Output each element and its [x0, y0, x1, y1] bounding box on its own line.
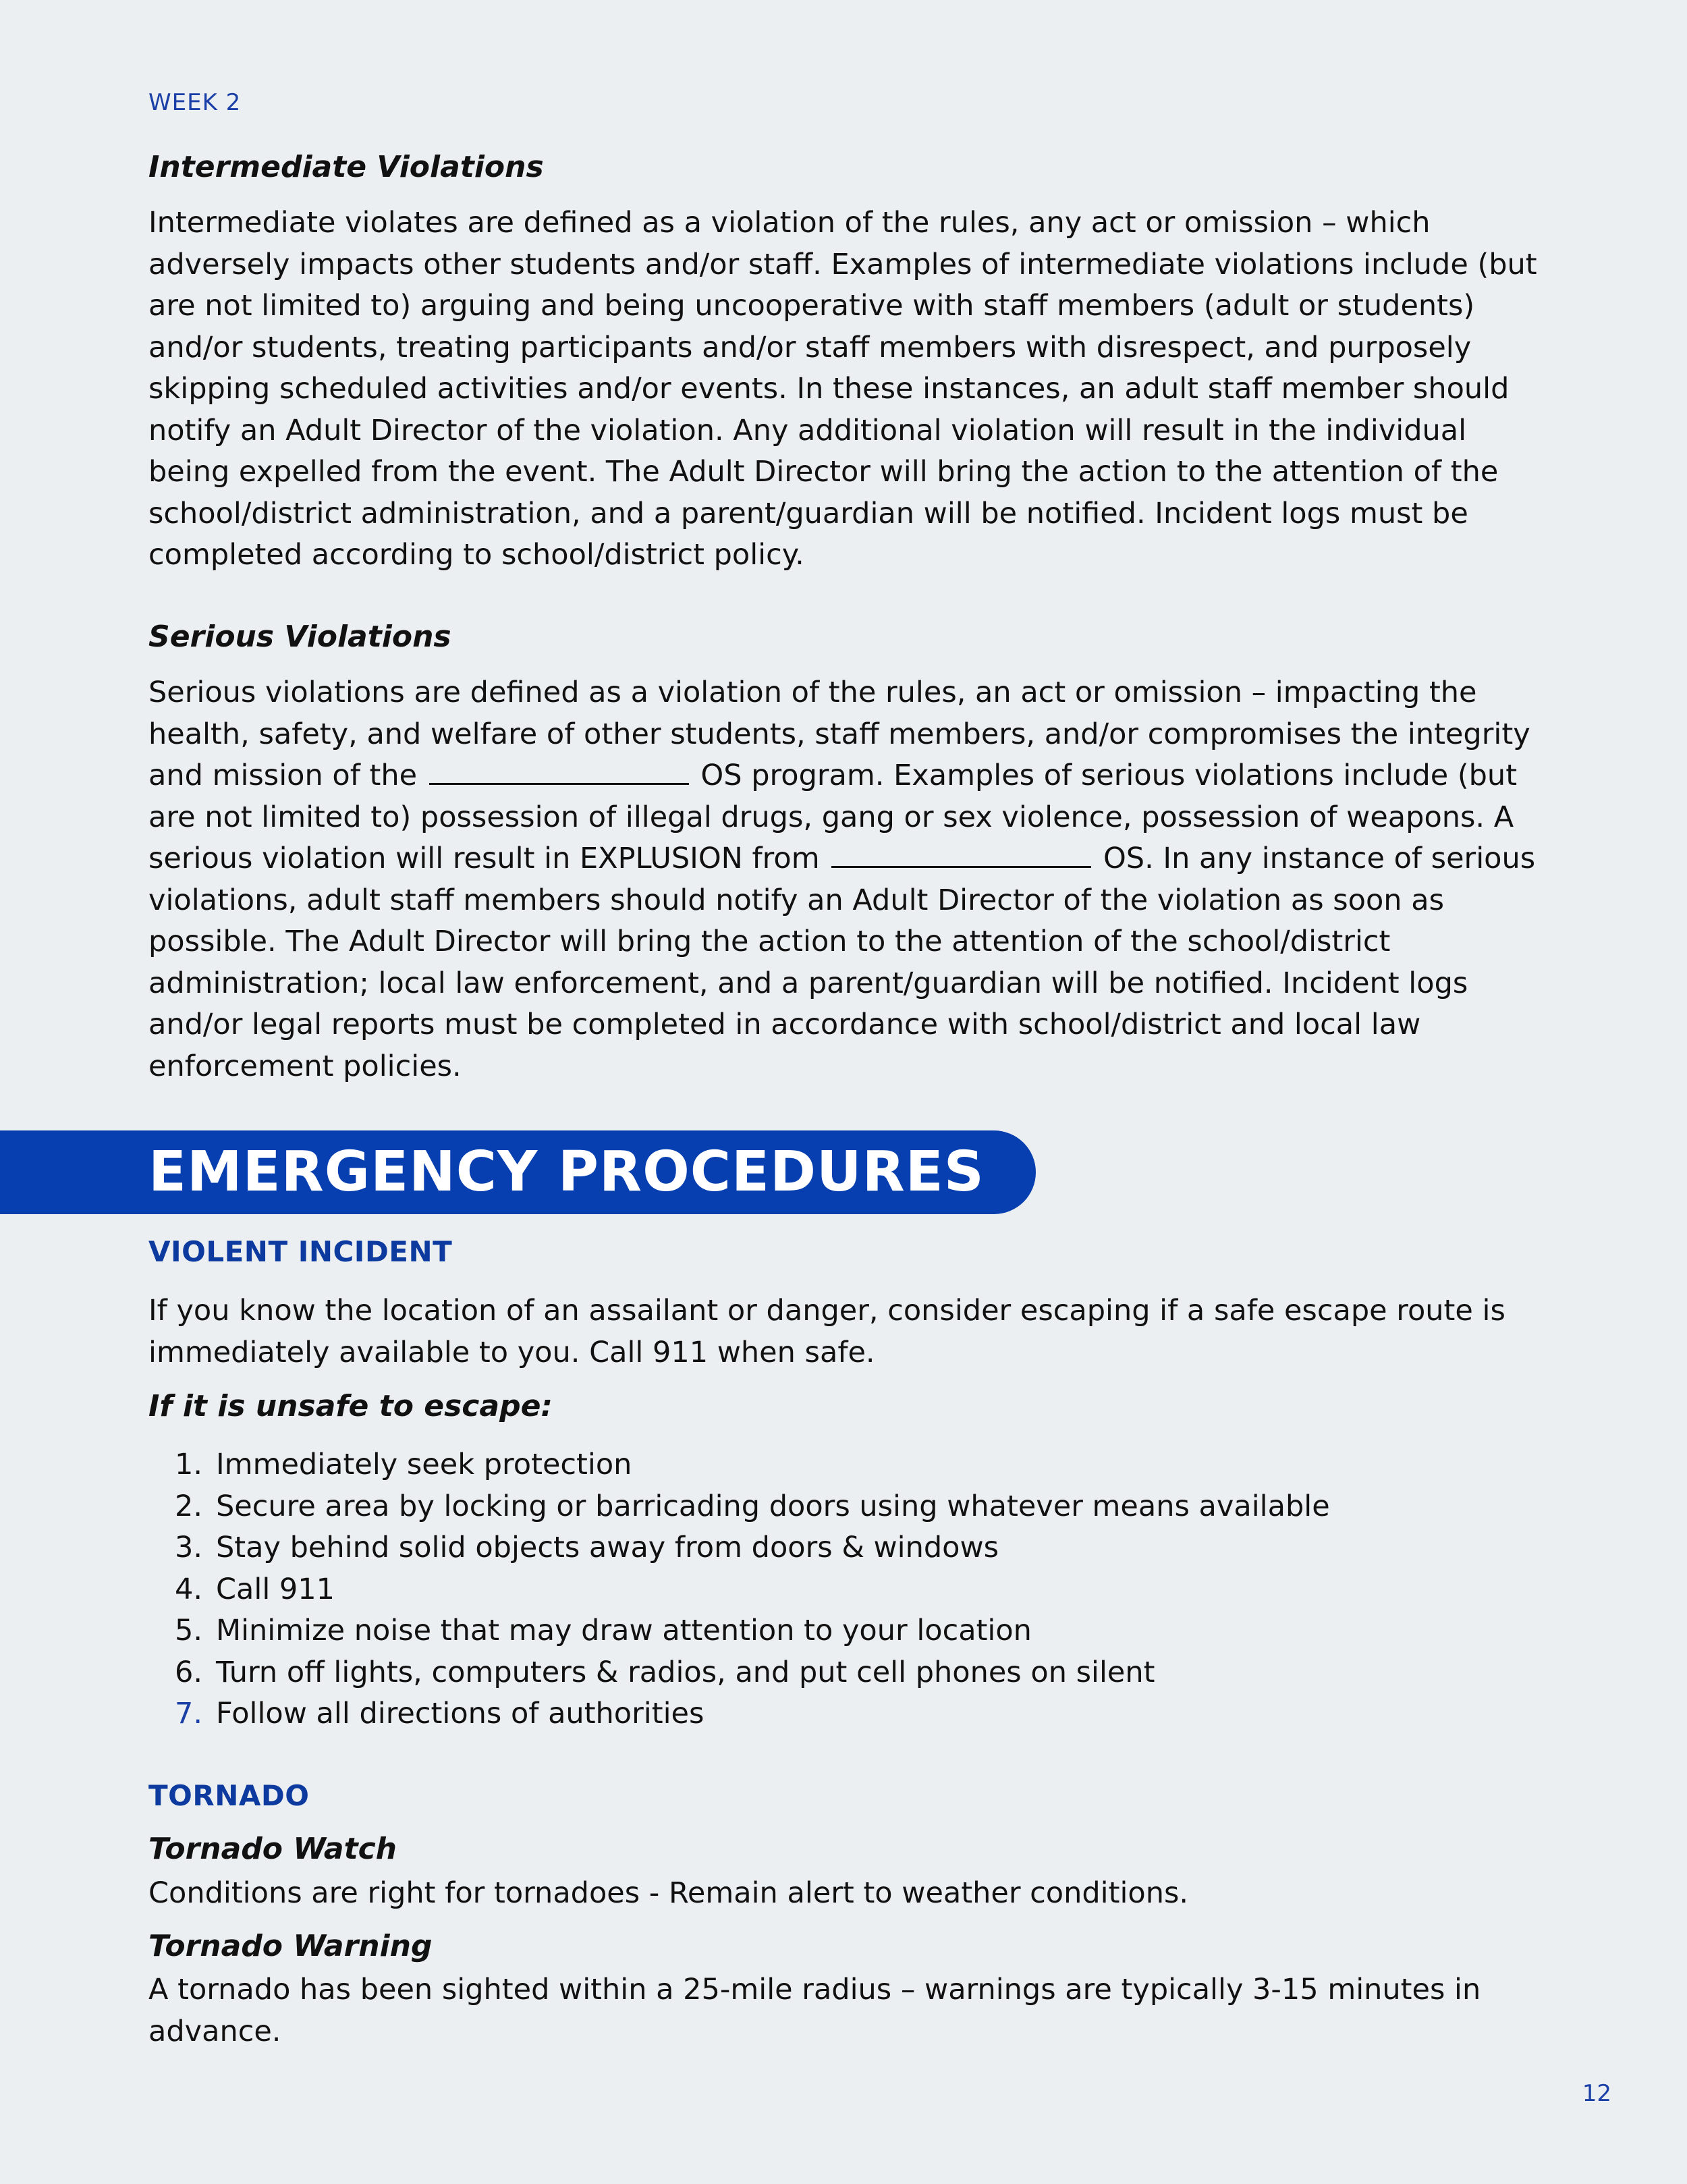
tornado-watch-text: Conditions are right for tornadoes - Remain alert to weather conditions.: [148, 1876, 1189, 1910]
list-item: 1. Immediately seek protection: [174, 1448, 632, 1481]
safety-steps-list: [148, 1444, 1330, 1735]
serious-violations-text: [148, 672, 1552, 1087]
list-item: 6. Turn off lights, computers & radios, and put cell phones on silent: [174, 1655, 1155, 1689]
list-item: 7. Follow all directions of authorities: [174, 1697, 704, 1730]
tornado-watch-heading: Tornado Watch: [148, 1832, 397, 1866]
list-item: 2. Secure area by locking or barricading doors using whatever means available: [174, 1489, 1330, 1523]
serious-text-part1: Serious violations are defined as a violation of the rules, an act or omission – impacting the health, safety, and welfare of other students, staff members, and/or compromises the integrity and mission of the: [148, 676, 1530, 792]
serious-text-part3: OS. In any instance of serious violations, adult staff members should notify an Adult Director of the violation as soon as possible. The Adult Director will bring the action to the attention of the school/district administration; local law enforcement, and a parent/guardian will be notified. Incident logs and/or legal reports must be completed in accordance with school/district and local law enforcement policies.: [148, 842, 1536, 1083]
program-name-blank-2: [831, 859, 1091, 868]
list-item: 5. Minimize noise that may draw attention to your location: [174, 1614, 1032, 1647]
program-name-blank: [429, 776, 689, 785]
serious-violations-heading: Serious Violations: [148, 620, 451, 654]
intermediate-violations-text: Intermediate violates are defined as a violation of the rules, any act or omission – which adversely impacts other students and/or staff. Examples of intermediate violations include (but are not limited to) arguing and being uncooperative with staff members (adult or students) and/or students, treating participants and/or staff members with disrespect, and purposely skipping scheduled activities and/or events. In these instances, an adult staff member should notify an Adult Director of the violation. Any additional violation will result in the individual being expelled from the event. The Adult Director will bring the action to the attention of the school/district administration, and a parent/guardian will be notified. Incident logs must be completed according to school/district policy.: [148, 206, 1537, 572]
violent-incident-text: If you know the location of an assailant or danger, consider escaping if a safe escape route is immediately available to you. Call 911 when safe.: [148, 1294, 1505, 1369]
intermediate-violations-heading: Intermediate Violations: [148, 150, 544, 184]
tornado-warning-heading: Tornado Warning: [148, 1929, 433, 1963]
tornado-heading: TORNADO: [148, 1779, 310, 1812]
page-number: 12: [1582, 2080, 1611, 2107]
week-label: WEEK 2: [148, 89, 242, 116]
serious-text-part2: OS program. Examples of serious violations include (but are not limited to) possession of illegal drugs, gang or sex violence, possession of weapons. A serious violation will result in EXPLUSION from: [148, 759, 1518, 875]
banner-title: EMERGENCY PROCEDURES: [148, 1140, 985, 1204]
tornado-warning-text: A tornado has been sighted within a 25-mile radius – warnings are typically 3-15 minutes in advance.: [148, 1973, 1481, 2048]
list-item: 3. Stay behind solid objects away from doors & windows: [174, 1531, 999, 1564]
violent-incident-heading: VIOLENT INCIDENT: [148, 1235, 453, 1268]
list-item: 4. Call 911: [174, 1572, 335, 1606]
unsafe-escape-heading: If it is unsafe to escape:: [148, 1389, 553, 1423]
